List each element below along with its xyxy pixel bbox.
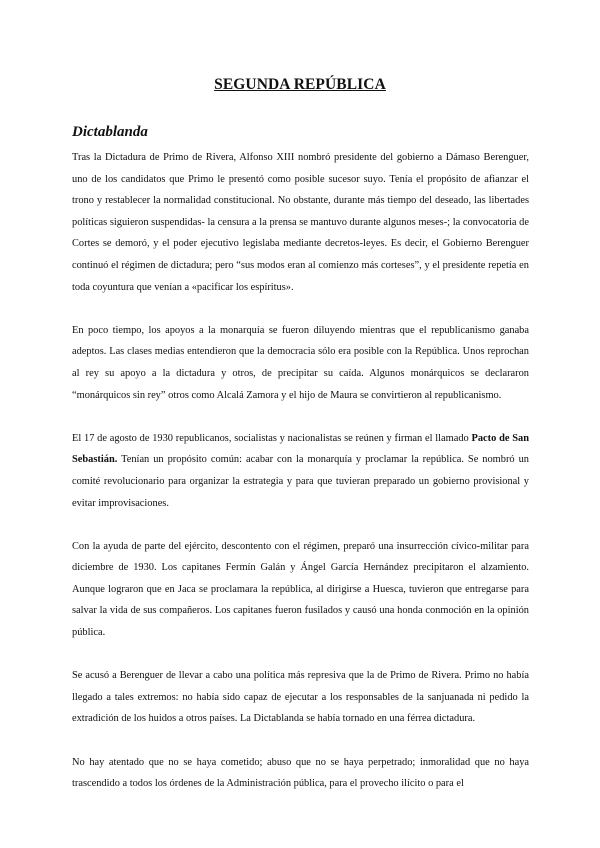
paragraph-3-rest: Tenían un propósito común: acabar con la monarquía y proclamar la república. Se nombró un comité revolucionario para organizar la estrategia y para que tuvieran preparado un gobierno provisional y evitar improvisaciones. — [72, 454, 529, 509]
page-title: SEGUNDA REPÚBLICA — [214, 76, 386, 93]
paragraph-6: No hay atentado que no se haya cometido; abuso que no se haya perpetrado; inmoralidad que no haya trascendido a todos los órdenes de la Administración pública, para el provecho ilícito o para el — [72, 756, 529, 790]
section-heading: Dictablanda — [72, 124, 148, 140]
paragraph-1: Tras la Dictadura de Primo de Rivera, Alfonso XIII nombró presidente del gobierno a Dámaso Berenguer, uno de los candidatos que Primo le presentó como posible sucesor suyo. Tenía el propósito de afianzar el trono y restablecer la normalidad constitucional. No obstante, durante más tiempo del deseado, las libertades políticas siguieron suspendidas- la censura a la prensa se mantuvo durante algunos meses-; la convocatoria de Cortes se demoró, y el poder ejecutivo legislaba mediante decretos-leyes. Es decir, el Gobierno Berenguer continuó el régimen de dictadura; pero “sus modos eran al comienzo más corteses”, y el presidente repetía en toda coyuntura que venían a «pacificar los espíritus». — [72, 152, 529, 293]
paragraph-2: En poco tiempo, los apoyos a la monarquía se fueron diluyendo mientras que el republicanismo ganaba adeptos. Las clases medias entendieron que la democracia sólo era posible con la República. Unos reprochan al rey su apoyo a la dictadura y otros, de precipitar su caída. Algunos monárquicos se declararon “monárquicos sin rey” otros como Alcalá Zamora y el hijo de Maura se convirtieron al republicanismo. — [72, 324, 529, 401]
paragraph-3-intro: El 17 de agosto de 1930 republicanos, socialistas y nacionalistas se reúnen y firman el llamado — [72, 432, 469, 444]
paragraph-4: Con la ayuda de parte del ejército, descontento con el régimen, preparó una insurrección cívico-militar para diciembre de 1930. Los capitanes Fermín Galán y Ángel García Hernández precipitaron el alzamiento. Aunque lograron que en Jaca se proclamara la república, al dirigirse a Huesca, tuvieron que entregarse para salvar la vida de sus compañeros. Los capitanes fueron fusilados y causó una honda conmoción en la opinión pública. — [72, 540, 529, 639]
paragraph-5: Se acusó a Berenguer de llevar a cabo una política más represiva que la de Primo de Rivera. Primo no había llegado a tales extremos: no había sido capaz de ejecutar a los responsables de la sanjuanada ni pedido la extradición de los huidos a otros países. La Dictablanda se había tornado en una férrea dictadura. — [72, 670, 529, 725]
pacto-name: Pacto de San Sebastián. — [72, 432, 529, 466]
paragraph-3 — [72, 428, 529, 514]
body-text — [72, 147, 529, 795]
